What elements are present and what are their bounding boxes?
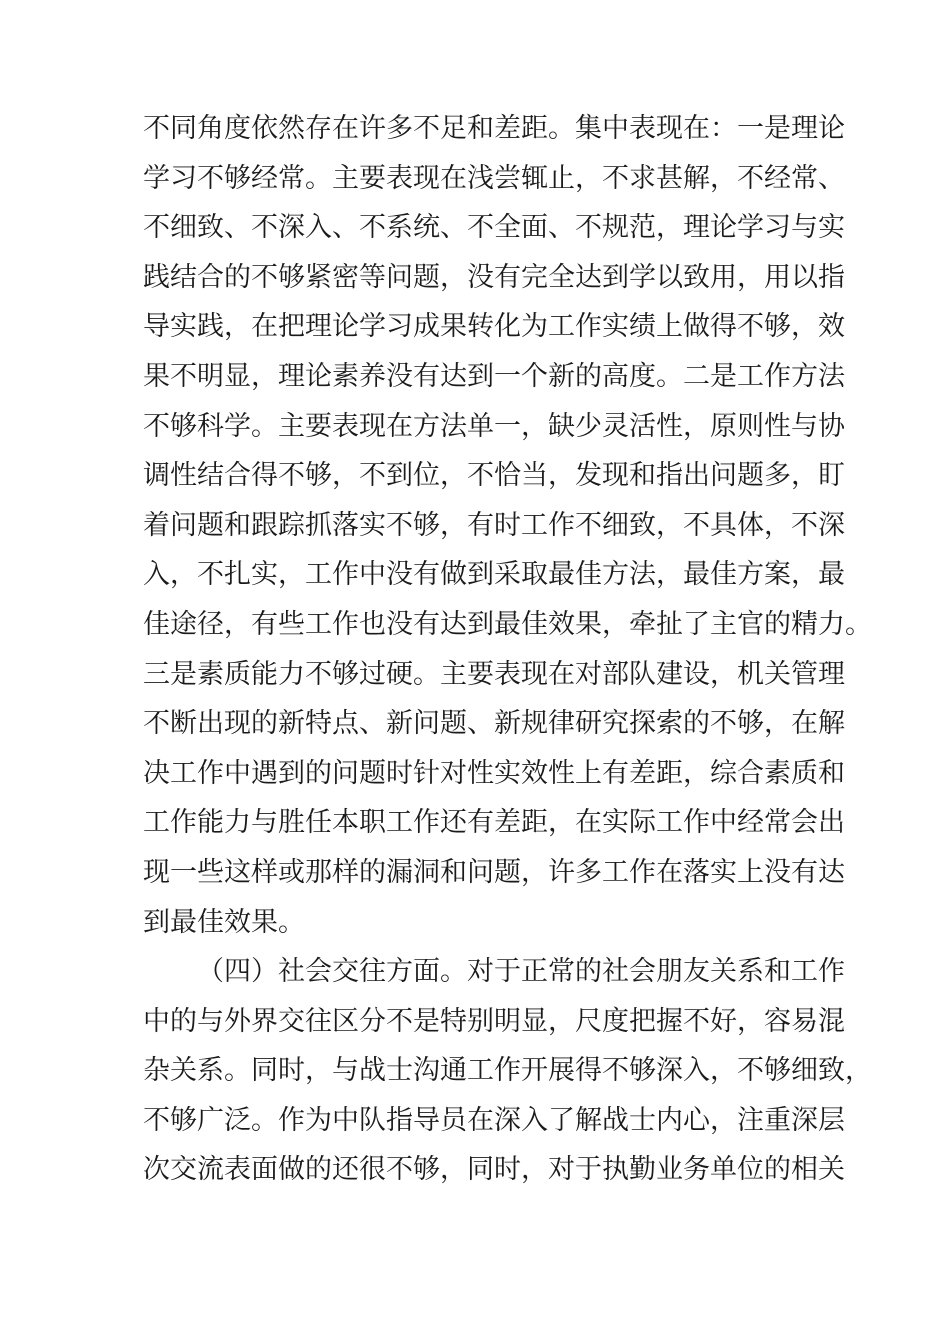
section-heading-line: （四）社会交往方面。对于正常的社会朋友关系和工作 bbox=[197, 956, 845, 988]
document-body bbox=[143, 104, 872, 1195]
text-line: 不够广泛。作为中队指导员在深入了解战士内心，注重深层 bbox=[143, 1104, 845, 1136]
text-line: 果不明显，理论素养没有达到一个新的高度。二是工作方法 bbox=[143, 360, 845, 392]
text-line: 现一些这样或那样的漏洞和问题，许多工作在落实上没有达 bbox=[143, 856, 845, 888]
text-line: 践结合的不够紧密等问题，没有完全达到学以致用，用以指 bbox=[143, 261, 845, 293]
text-line: 导实践，在把理论学习成果转化为工作实绩上做得不够，效 bbox=[143, 311, 845, 343]
text-line: 杂关系。同时，与战士沟通工作开展得不够深入，不够细致， bbox=[143, 1055, 872, 1087]
text-line: 调性结合得不够，不到位，不恰当，发现和指出问题多，盯 bbox=[143, 460, 845, 492]
text-line: 佳途径，有些工作也没有达到最佳效果，牵扯了主官的精力。 bbox=[143, 608, 872, 640]
text-line: 次交流表面做的还很不够，同时，对于执勤业务单位的相关 bbox=[143, 1154, 845, 1186]
text-line: 决工作中遇到的问题时针对性实效性上有差距，综合素质和 bbox=[143, 757, 845, 789]
text-line: 三是素质能力不够过硬。主要表现在对部队建设，机关管理 bbox=[143, 658, 845, 690]
text-line: 不同角度依然存在许多不足和差距。集中表现在：一是理论 bbox=[143, 113, 845, 144]
text-line: 工作能力与胜任本职工作还有差距，在实际工作中经常会出 bbox=[143, 807, 845, 839]
text-line: 不够科学。主要表现在方法单一，缺少灵活性，原则性与协 bbox=[143, 410, 845, 442]
text-line: 学习不够经常。主要表现在浅尝辄止，不求甚解，不经常、 bbox=[143, 162, 845, 194]
text-line: 到最佳效果。 bbox=[143, 906, 305, 938]
text-line: 着问题和跟踪抓落实不够，有时工作不细致，不具体，不深 bbox=[143, 509, 845, 541]
text-line: 不细致、不深入、不系统、不全面、不规范，理论学习与实 bbox=[143, 212, 845, 244]
text-line: 不断出现的新特点、新问题、新规律研究探索的不够，在解 bbox=[143, 708, 845, 740]
text-line: 中的与外界交往区分不是特别明显，尺度把握不好，容易混 bbox=[143, 1005, 845, 1037]
text-line: 入，不扎实，工作中没有做到采取最佳方法，最佳方案，最 bbox=[143, 559, 845, 591]
